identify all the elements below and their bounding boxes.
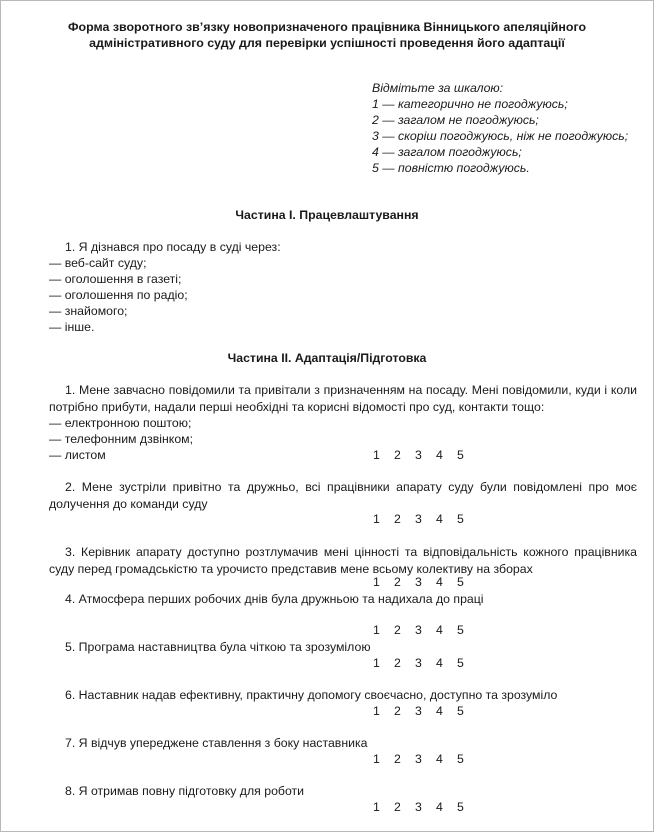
rating-option-4[interactable]: 4 — [436, 448, 443, 462]
rating-option-1[interactable]: 1 — [373, 800, 380, 814]
rating-option-4[interactable]: 4 — [436, 800, 443, 814]
rating-option-2[interactable]: 2 — [394, 800, 401, 814]
rating-option-2[interactable]: 2 — [394, 448, 401, 462]
rating-option-5[interactable]: 5 — [457, 752, 464, 766]
rating-option-4[interactable]: 4 — [436, 752, 443, 766]
part2-question-3: 3. Керівник апарату доступно розтлумачив мені цінності та відповідальність кожного працівника суду перед громадськістю та урочисто представив мене всьому колективу на зборах — [49, 545, 637, 576]
rating-scale-q8[interactable] — [373, 800, 478, 814]
q1-option-email: — електронною поштою; — [49, 416, 192, 430]
scale-item-3: 3 — скоріш погоджуюсь, ніж не погоджуюсь; — [372, 129, 629, 143]
rating-option-2[interactable]: 2 — [394, 656, 401, 670]
rating-option-1[interactable]: 1 — [373, 752, 380, 766]
scale-item-4: 4 — загалом погоджуюсь; — [372, 145, 522, 159]
rating-scale-q1[interactable] — [373, 448, 478, 462]
rating-option-5[interactable]: 5 — [457, 448, 464, 462]
form-title-line-1: Форма зворотного зв’язку новопризначеного працівника Вінницького апеляційного — [67, 20, 587, 34]
scale-intro: Відмітьте за шкалою: — [372, 81, 504, 95]
rating-option-5[interactable]: 5 — [457, 800, 464, 814]
rating-scale-q5[interactable] — [373, 656, 478, 670]
form-title-line-2: адміністративного суду для перевірки успішності проведення його адаптації — [89, 36, 565, 50]
rating-option-3[interactable]: 3 — [415, 800, 422, 814]
rating-scale-q7[interactable] — [373, 752, 478, 766]
q1-option-phone: — телефонним дзвінком; — [49, 432, 194, 446]
part1-heading: Частина І. Працевлаштування — [235, 208, 419, 222]
rating-option-5[interactable]: 5 — [457, 656, 464, 670]
part2-question-2: 2. Мене зустріли привітно та дружньо, всі працівники апарату суду були повідомлені про моє долучення до команди суду — [49, 480, 637, 511]
rating-option-3[interactable]: 3 — [415, 656, 422, 670]
part1-option-radio: — оголошення по радіо; — [49, 288, 188, 302]
rating-option-3[interactable]: 3 — [415, 575, 422, 589]
part2-question-7: 7. Я відчув упереджене ставлення з боку наставника — [65, 736, 368, 750]
part2-question-6: 6. Наставник надав ефективну, практичну допомогу своєчасно, доступно та зрозуміло — [65, 688, 558, 702]
rating-option-5[interactable]: 5 — [457, 704, 464, 718]
part2-question-4: 4. Атмосфера перших робочих днів була дружньою та надихала до праці — [65, 592, 484, 606]
rating-option-3[interactable]: 3 — [415, 623, 422, 637]
rating-option-1[interactable]: 1 — [373, 623, 380, 637]
rating-scale-q2[interactable] — [373, 512, 478, 526]
rating-option-4[interactable]: 4 — [436, 704, 443, 718]
rating-option-1[interactable]: 1 — [373, 704, 380, 718]
rating-option-4[interactable]: 4 — [436, 512, 443, 526]
rating-option-1[interactable]: 1 — [373, 512, 380, 526]
form-title — [31, 19, 623, 51]
rating-option-2[interactable]: 2 — [394, 704, 401, 718]
rating-option-2[interactable]: 2 — [394, 623, 401, 637]
rating-scale-q4[interactable] — [373, 623, 478, 637]
rating-option-2[interactable]: 2 — [394, 752, 401, 766]
q1-option-letter: — листом — [49, 448, 106, 462]
rating-option-3[interactable]: 3 — [415, 448, 422, 462]
rating-option-1[interactable]: 1 — [373, 656, 380, 670]
rating-scale-q3[interactable] — [373, 575, 478, 589]
rating-option-2[interactable]: 2 — [394, 512, 401, 526]
part1-option-acquaintance: — знайомого; — [49, 304, 128, 318]
rating-option-5[interactable]: 5 — [457, 623, 464, 637]
rating-option-4[interactable]: 4 — [436, 656, 443, 670]
rating-option-4[interactable]: 4 — [436, 623, 443, 637]
rating-option-5[interactable]: 5 — [457, 512, 464, 526]
rating-option-3[interactable]: 3 — [415, 704, 422, 718]
part2-question-1: 1. Мене завчасно повідомили та привітали з призначенням на посаду. Мені повідомили, куди і коли потрібно прибути, надали перші необхідні та корисні відомості про суд, контакти тощо: — [49, 383, 637, 414]
rating-option-2[interactable]: 2 — [394, 575, 401, 589]
part1-question: 1. Я дізнався про посаду в суді через: — [65, 240, 281, 254]
rating-option-4[interactable]: 4 — [436, 575, 443, 589]
scale-item-1: 1 — категорично не погоджуюсь; — [372, 97, 568, 111]
rating-option-1[interactable]: 1 — [373, 575, 380, 589]
rating-option-3[interactable]: 3 — [415, 752, 422, 766]
part1-option-newspaper: — оголошення в газеті; — [49, 272, 182, 286]
part2-question-8: 8. Я отримав повну підготовку для роботи — [65, 784, 305, 798]
rating-option-5[interactable]: 5 — [457, 575, 464, 589]
rating-option-1[interactable]: 1 — [373, 448, 380, 462]
rating-option-3[interactable]: 3 — [415, 512, 422, 526]
scale-item-5: 5 — повністю погоджуюсь. — [372, 161, 530, 175]
part2-question-5: 5. Програма наставництва була чіткою та зрозумілою — [65, 640, 371, 654]
part1-option-other: — інше. — [49, 320, 95, 334]
part2-heading: Частина ІІ. Адаптація/Підготовка — [227, 351, 427, 365]
scale-item-2: 2 — загалом не погоджуюсь; — [372, 113, 539, 127]
rating-scale-q6[interactable] — [373, 704, 478, 718]
part1-option-website: — веб-сайт суду; — [49, 256, 147, 270]
